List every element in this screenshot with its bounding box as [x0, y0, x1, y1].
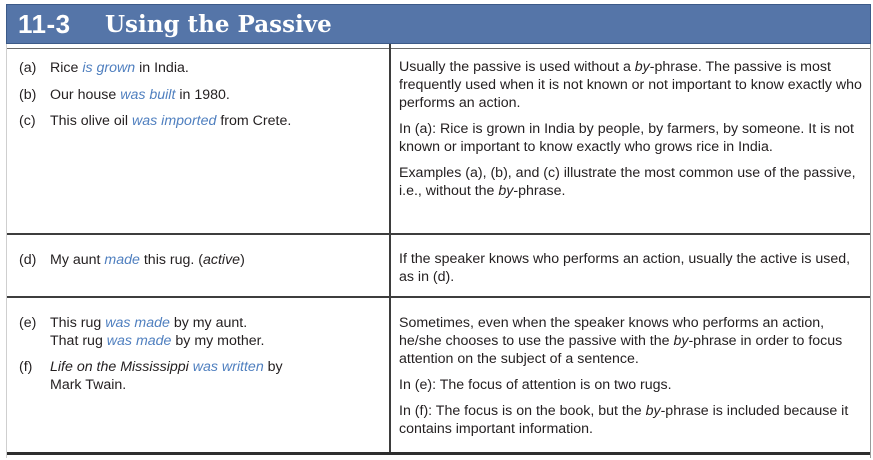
passive-verb: was imported [132, 113, 217, 129]
row-divider-2 [7, 296, 870, 298]
example-label: (c) [19, 113, 36, 129]
passive-verb: is grown [82, 60, 136, 76]
section-number: 11-3 [18, 9, 71, 39]
column-divider [389, 44, 391, 452]
passive-verb: was built [120, 87, 176, 103]
passive-verb: was written [192, 359, 264, 375]
explanation-paragraph: In (a): Rice is grown in India by people, by farmers, by someone. It is not known or important to know exactly who grows rice in India. [399, 121, 854, 155]
explanation-3: Sometimes, even when the speaker knows who performs an action, he/she chooses to use the passive with the by-phrase in order to focus attention on the subject of a sentence. In (e): The focus of attention is on two rugs. In (f): The focus is on the book, but the by-phrase is included because it contains important information. [399, 314, 867, 438]
example-label: (a) [19, 60, 37, 76]
example-label: (e) [19, 315, 37, 331]
example-f: (f) Life on the Mississippi was written by [19, 359, 283, 375]
example-b: (b) Our house was built in 1980. [19, 87, 230, 103]
book-title: Life on the Mississippi [50, 359, 189, 375]
chart-header [6, 4, 871, 44]
example-e-second: That rug was made by my mother. [50, 333, 265, 349]
row-divider-1 [7, 233, 870, 235]
example-f-second: Mark Twain. [50, 377, 127, 393]
example-label: (d) [19, 252, 37, 268]
explanation-paragraph: In (e): The focus of attention is on two rugs. [399, 377, 672, 393]
passive-verb: was made [106, 333, 172, 349]
example-c: (c) This olive oil was imported from Crete. [19, 113, 292, 129]
table-bottom-rule [7, 452, 870, 455]
explanation-2 [399, 250, 867, 286]
example-e: (e) This rug was made by my aunt. [19, 315, 248, 331]
explanation-1: Usually the passive is used without a by-phrase. The passive is most frequently used when it is not known or not important to know exactly who performs an action. In (a): Rice is grown in India by people, by farmers, by someone. It is not known or important to know exactly who grows rice in India. Examples (a), (b), and (c) illustrate the most common use of the passive, i.e., without the by-phrase. [399, 58, 867, 200]
active-verb: made [104, 252, 140, 268]
example-label: (b) [19, 87, 37, 103]
example-a: (a) Rice is grown in India. [19, 60, 189, 76]
grammar-table [6, 44, 871, 458]
passive-verb: was made [105, 315, 170, 331]
example-label: (f) [19, 359, 33, 375]
table-top-rule [7, 48, 870, 49]
explanation-paragraph: If the speaker knows who performs an action, usually the active is used, as in (d). [399, 251, 851, 285]
section-title: Using the Passive [105, 11, 332, 38]
example-d: (d) My aunt made this rug. (active) [19, 252, 245, 268]
